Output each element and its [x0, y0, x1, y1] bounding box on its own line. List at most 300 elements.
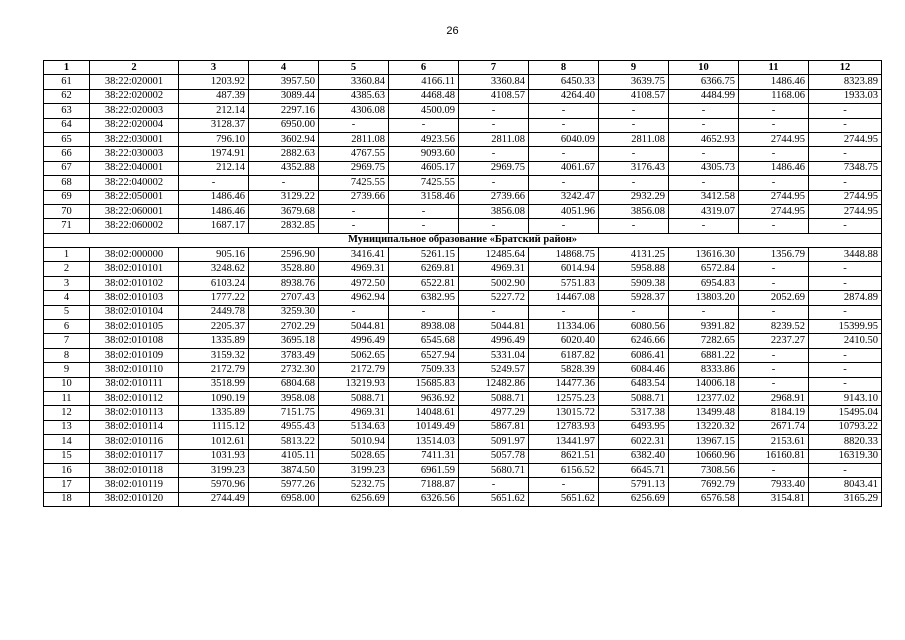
table-cell: 11334.06 — [529, 320, 599, 334]
table-cell: - — [389, 305, 459, 319]
table-cell: 5261.15 — [389, 248, 459, 262]
table-row — [44, 449, 882, 463]
table-row — [44, 435, 882, 449]
column-header: 9 — [599, 61, 669, 75]
table-cell: - — [459, 104, 529, 118]
table-cell: 2739.66 — [459, 190, 529, 204]
table-cell: 6954.83 — [669, 276, 739, 290]
table-cell: 38:22:030003 — [90, 147, 179, 161]
table-cell: 3158.46 — [389, 190, 459, 204]
table-cell: 5651.62 — [529, 492, 599, 506]
table-cell: 7 — [44, 334, 90, 348]
table-cell: - — [809, 377, 882, 391]
table-cell: 3602.94 — [249, 132, 319, 146]
table-cell: 4319.07 — [669, 204, 739, 218]
table-cell: - — [809, 219, 882, 233]
table-cell: 1168.06 — [739, 89, 809, 103]
table-cell: 5002.90 — [459, 276, 529, 290]
table-cell: 9 — [44, 363, 90, 377]
table-cell: - — [529, 147, 599, 161]
table-cell: 5680.71 — [459, 463, 529, 477]
table-cell: 4484.99 — [669, 89, 739, 103]
table-body — [44, 75, 882, 507]
table-cell: 8333.86 — [669, 363, 739, 377]
table-cell: 5928.37 — [599, 291, 669, 305]
table-cell: 4977.29 — [459, 406, 529, 420]
section-row — [44, 233, 882, 247]
table-cell: 38:02:010104 — [90, 305, 179, 319]
table-cell: 38:02:010113 — [90, 406, 179, 420]
table-cell: 796.10 — [179, 132, 249, 146]
table-cell: 7348.75 — [809, 161, 882, 175]
table-cell: 38:02:010111 — [90, 377, 179, 391]
table-cell: 3176.43 — [599, 161, 669, 175]
table-cell: 6103.24 — [179, 276, 249, 290]
table-cell: 7933.40 — [739, 478, 809, 492]
table-cell: 1486.46 — [739, 161, 809, 175]
table-cell: 38:22:020003 — [90, 104, 179, 118]
table-cell: 10793.22 — [809, 420, 882, 434]
table-cell: 5331.04 — [459, 348, 529, 362]
table-cell: 4652.93 — [669, 132, 739, 146]
table-cell: 2882.63 — [249, 147, 319, 161]
table-cell: 6572.84 — [669, 262, 739, 276]
table-cell: 8323.89 — [809, 75, 882, 89]
table-cell: 2811.08 — [599, 132, 669, 146]
table-cell: 3248.62 — [179, 262, 249, 276]
table-cell: 1486.46 — [179, 204, 249, 218]
table-cell: 3129.22 — [249, 190, 319, 204]
table-cell: 12783.93 — [529, 420, 599, 434]
table-cell: 212.14 — [179, 104, 249, 118]
table-cell: 38:02:010110 — [90, 363, 179, 377]
table-row — [44, 219, 882, 233]
table-cell: 3957.50 — [249, 75, 319, 89]
table-cell: - — [529, 104, 599, 118]
table-cell: - — [389, 204, 459, 218]
table-cell: 8184.19 — [739, 406, 809, 420]
table-cell: 4352.88 — [249, 161, 319, 175]
table-cell: - — [809, 463, 882, 477]
table-row — [44, 89, 882, 103]
table-cell: 4166.11 — [389, 75, 459, 89]
table-cell: 38:22:040002 — [90, 176, 179, 190]
table-cell: 6020.40 — [529, 334, 599, 348]
table-cell: 2 — [44, 262, 90, 276]
table-cell: 5088.71 — [319, 391, 389, 405]
table-cell: - — [669, 104, 739, 118]
table-cell: 38:02:010116 — [90, 435, 179, 449]
table-row — [44, 132, 882, 146]
table-cell: 62 — [44, 89, 90, 103]
table-cell: 16319.30 — [809, 449, 882, 463]
table-cell: 13967.15 — [669, 435, 739, 449]
table-cell: - — [529, 118, 599, 132]
table-cell: 5010.94 — [319, 435, 389, 449]
table-cell: 1335.89 — [179, 334, 249, 348]
table-row — [44, 176, 882, 190]
table-cell: 9391.82 — [669, 320, 739, 334]
table-cell: - — [739, 463, 809, 477]
table-cell: - — [809, 104, 882, 118]
table-cell: 8239.52 — [739, 320, 809, 334]
table-cell: - — [319, 219, 389, 233]
table-cell: 487.39 — [179, 89, 249, 103]
table-cell: 13441.97 — [529, 435, 599, 449]
table-header — [44, 61, 882, 75]
column-header: 10 — [669, 61, 739, 75]
table-cell: 6527.94 — [389, 348, 459, 362]
table-cell: 1974.91 — [179, 147, 249, 161]
table-cell: 2153.61 — [739, 435, 809, 449]
table-cell: 4969.31 — [319, 262, 389, 276]
table-row — [44, 276, 882, 290]
table-cell: 3874.50 — [249, 463, 319, 477]
table-cell: 38:02:010114 — [90, 420, 179, 434]
table-cell: 4969.31 — [319, 406, 389, 420]
table-cell: 3958.08 — [249, 391, 319, 405]
table-cell: 8938.08 — [389, 320, 459, 334]
table-cell: 5751.83 — [529, 276, 599, 290]
table-cell: 6246.66 — [599, 334, 669, 348]
table-cell: 3783.49 — [249, 348, 319, 362]
table-cell: 14006.18 — [669, 377, 739, 391]
table-cell: 3089.44 — [249, 89, 319, 103]
table-cell: 3679.68 — [249, 204, 319, 218]
table-cell: 6950.00 — [249, 118, 319, 132]
table-cell: - — [599, 176, 669, 190]
table-cell: 6545.68 — [389, 334, 459, 348]
table-cell: 6080.56 — [599, 320, 669, 334]
table-cell: 38:22:030001 — [90, 132, 179, 146]
table-cell: 18 — [44, 492, 90, 506]
table-cell: 2739.66 — [319, 190, 389, 204]
table-cell: 6014.94 — [529, 262, 599, 276]
table-cell: 9143.10 — [809, 391, 882, 405]
table-cell: - — [319, 118, 389, 132]
table-cell: 5 — [44, 305, 90, 319]
table-row — [44, 147, 882, 161]
table-cell: 4306.08 — [319, 104, 389, 118]
table-cell: 2874.89 — [809, 291, 882, 305]
table-cell: 5062.65 — [319, 348, 389, 362]
table-cell: 12485.64 — [459, 248, 529, 262]
table-cell: 5909.38 — [599, 276, 669, 290]
table-cell: 3360.84 — [319, 75, 389, 89]
table-cell: 38:22:020004 — [90, 118, 179, 132]
table-cell: 1486.46 — [739, 75, 809, 89]
table-cell: 38:02:010118 — [90, 463, 179, 477]
column-header: 4 — [249, 61, 319, 75]
table-cell: 10 — [44, 377, 90, 391]
table-cell: 13499.48 — [669, 406, 739, 420]
table-row — [44, 420, 882, 434]
table-cell: 2449.78 — [179, 305, 249, 319]
table-cell: 70 — [44, 204, 90, 218]
table-row — [44, 161, 882, 175]
data-table — [43, 60, 882, 507]
table-cell: 5088.71 — [459, 391, 529, 405]
table-cell: 2744.95 — [809, 204, 882, 218]
table-cell: 1933.03 — [809, 89, 882, 103]
table-cell: - — [599, 219, 669, 233]
table-cell: 4264.40 — [529, 89, 599, 103]
table-cell: 1031.93 — [179, 449, 249, 463]
table-cell: 5249.57 — [459, 363, 529, 377]
table-cell: - — [809, 262, 882, 276]
table-cell: 2744.95 — [809, 190, 882, 204]
table-cell: 2410.50 — [809, 334, 882, 348]
table-cell: 6269.81 — [389, 262, 459, 276]
table-cell: 5317.38 — [599, 406, 669, 420]
table-cell: 4767.55 — [319, 147, 389, 161]
table-cell: 14477.36 — [529, 377, 599, 391]
table-cell: 6187.82 — [529, 348, 599, 362]
column-header: 8 — [529, 61, 599, 75]
table-cell: - — [739, 276, 809, 290]
table-cell: 6450.33 — [529, 75, 599, 89]
table-cell: 38:22:020001 — [90, 75, 179, 89]
table-row — [44, 492, 882, 506]
table-cell: 6958.00 — [249, 492, 319, 506]
table-cell: 6086.41 — [599, 348, 669, 362]
table-cell: 3128.37 — [179, 118, 249, 132]
table-cell: 2707.43 — [249, 291, 319, 305]
table-cell: 5091.97 — [459, 435, 529, 449]
table-cell: - — [179, 176, 249, 190]
table-cell: 4972.50 — [319, 276, 389, 290]
table-cell: 7151.75 — [249, 406, 319, 420]
table-cell: 6804.68 — [249, 377, 319, 391]
table-cell: 13803.20 — [669, 291, 739, 305]
table-cell: 5651.62 — [459, 492, 529, 506]
column-header: 2 — [90, 61, 179, 75]
table-cell: 61 — [44, 75, 90, 89]
table-cell: 2052.69 — [739, 291, 809, 305]
table-cell: 38:22:040001 — [90, 161, 179, 175]
table-cell: 5791.13 — [599, 478, 669, 492]
table-cell: 4955.43 — [249, 420, 319, 434]
table-cell: 13514.03 — [389, 435, 459, 449]
table-cell: 6483.54 — [599, 377, 669, 391]
table-cell: - — [459, 147, 529, 161]
table-row — [44, 348, 882, 362]
table-cell: 5958.88 — [599, 262, 669, 276]
table-cell: 4605.17 — [389, 161, 459, 175]
table-cell: 2832.85 — [249, 219, 319, 233]
table-cell: 67 — [44, 161, 90, 175]
table-cell: 1090.19 — [179, 391, 249, 405]
table-cell: 6961.59 — [389, 463, 459, 477]
table-cell: 3518.99 — [179, 377, 249, 391]
table-row — [44, 391, 882, 405]
table-cell: 5044.81 — [319, 320, 389, 334]
table-cell: 212.14 — [179, 161, 249, 175]
table-cell: 2744.95 — [739, 190, 809, 204]
table-cell: - — [599, 147, 669, 161]
table-cell: 2969.75 — [319, 161, 389, 175]
table-row — [44, 478, 882, 492]
table-cell: 2237.27 — [739, 334, 809, 348]
table-cell: 6084.46 — [599, 363, 669, 377]
table-cell: 6382.95 — [389, 291, 459, 305]
table-row — [44, 204, 882, 218]
table-cell: - — [739, 348, 809, 362]
table-cell: - — [739, 377, 809, 391]
table-cell: - — [319, 305, 389, 319]
table-cell: 2744.95 — [739, 204, 809, 218]
table-cell: - — [739, 176, 809, 190]
table-cell: 1012.61 — [179, 435, 249, 449]
table-cell: - — [599, 305, 669, 319]
table-cell: 1203.92 — [179, 75, 249, 89]
table-cell: 6576.58 — [669, 492, 739, 506]
table-cell: - — [739, 219, 809, 233]
table-cell: - — [739, 104, 809, 118]
table-cell: 2732.30 — [249, 363, 319, 377]
table-cell: 2968.91 — [739, 391, 809, 405]
table-cell: 3154.81 — [739, 492, 809, 506]
table-cell: 2811.08 — [459, 132, 529, 146]
table-cell: - — [669, 147, 739, 161]
table-row — [44, 463, 882, 477]
table-cell: 3416.41 — [319, 248, 389, 262]
table-cell: 9636.92 — [389, 391, 459, 405]
table-cell: 14467.08 — [529, 291, 599, 305]
table-cell: 6022.31 — [599, 435, 669, 449]
table-cell: 6382.40 — [599, 449, 669, 463]
table-cell: 38:02:010108 — [90, 334, 179, 348]
table-cell: 14048.61 — [389, 406, 459, 420]
table-cell: 63 — [44, 104, 90, 118]
table-cell: 5227.72 — [459, 291, 529, 305]
table-cell: - — [809, 147, 882, 161]
table-cell: 38:22:060001 — [90, 204, 179, 218]
table-cell: 8 — [44, 348, 90, 362]
table-cell: 3856.08 — [599, 204, 669, 218]
table-cell: 1335.89 — [179, 406, 249, 420]
table-cell: - — [459, 176, 529, 190]
table-cell: 3 — [44, 276, 90, 290]
table-cell: 3639.75 — [599, 75, 669, 89]
table-cell: 2297.16 — [249, 104, 319, 118]
table-cell: 38:02:010105 — [90, 320, 179, 334]
table-cell: 11 — [44, 391, 90, 405]
table-cell: - — [529, 219, 599, 233]
table-cell: 3360.84 — [459, 75, 529, 89]
table-cell: 13616.30 — [669, 248, 739, 262]
table-row — [44, 363, 882, 377]
table-cell: 7308.56 — [669, 463, 739, 477]
table-cell: 3412.58 — [669, 190, 739, 204]
table-cell: 1486.46 — [179, 190, 249, 204]
table-cell: - — [529, 478, 599, 492]
table-cell: - — [739, 147, 809, 161]
table-cell: 5970.96 — [179, 478, 249, 492]
table-cell: - — [389, 219, 459, 233]
table-cell: 38:02:010101 — [90, 262, 179, 276]
table-row — [44, 262, 882, 276]
table-cell: 38:02:010102 — [90, 276, 179, 290]
table-cell: 4500.09 — [389, 104, 459, 118]
table-cell: 7188.87 — [389, 478, 459, 492]
table-cell: 4061.67 — [529, 161, 599, 175]
table-cell: 1356.79 — [739, 248, 809, 262]
table-row — [44, 248, 882, 262]
table-cell: 66 — [44, 147, 90, 161]
table-cell: 6881.22 — [669, 348, 739, 362]
table-cell: 5232.75 — [319, 478, 389, 492]
table-cell: 64 — [44, 118, 90, 132]
table-cell: 7425.55 — [319, 176, 389, 190]
table-cell: 38:22:020002 — [90, 89, 179, 103]
table-cell: 71 — [44, 219, 90, 233]
table-cell: 4131.25 — [599, 248, 669, 262]
table-cell: 6040.09 — [529, 132, 599, 146]
table-cell: 8043.41 — [809, 478, 882, 492]
table-row — [44, 406, 882, 420]
section-title: Муниципальное образование «Братский район» — [44, 233, 882, 247]
table-cell: 4969.31 — [459, 262, 529, 276]
table-cell: - — [669, 176, 739, 190]
table-cell: 2932.29 — [599, 190, 669, 204]
table-cell: 5867.81 — [459, 420, 529, 434]
table-cell: 4 — [44, 291, 90, 305]
table-cell: 12575.23 — [529, 391, 599, 405]
table-cell: 38:02:000000 — [90, 248, 179, 262]
table-cell: 5813.22 — [249, 435, 319, 449]
table-cell: 16 — [44, 463, 90, 477]
table-cell: 3259.30 — [249, 305, 319, 319]
table-cell: 4996.49 — [459, 334, 529, 348]
table-cell: 6522.81 — [389, 276, 459, 290]
table-cell: - — [599, 104, 669, 118]
table-cell: 16160.81 — [739, 449, 809, 463]
table-cell: - — [809, 276, 882, 290]
table-cell: 4385.63 — [319, 89, 389, 103]
table-cell: 2172.79 — [319, 363, 389, 377]
table-cell: 2172.79 — [179, 363, 249, 377]
table-cell: 6256.69 — [319, 492, 389, 506]
table-cell: - — [669, 219, 739, 233]
table-cell: 13015.72 — [529, 406, 599, 420]
table-cell: 38:02:010112 — [90, 391, 179, 405]
table-cell: 3199.23 — [319, 463, 389, 477]
table-cell: 1687.17 — [179, 219, 249, 233]
table-row — [44, 104, 882, 118]
table-cell: - — [319, 204, 389, 218]
table-cell: 13220.32 — [669, 420, 739, 434]
column-header: 1 — [44, 61, 90, 75]
table-cell: 6326.56 — [389, 492, 459, 506]
table-cell: 5057.78 — [459, 449, 529, 463]
table-cell: - — [669, 305, 739, 319]
table-row — [44, 190, 882, 204]
table-cell: 2744.95 — [739, 132, 809, 146]
table-cell: 8938.76 — [249, 276, 319, 290]
table-cell: 3242.47 — [529, 190, 599, 204]
table-cell: 2969.75 — [459, 161, 529, 175]
table-cell: 2744.95 — [809, 132, 882, 146]
table-cell: 2596.90 — [249, 248, 319, 262]
table-cell: 1 — [44, 248, 90, 262]
table-cell: 3528.80 — [249, 262, 319, 276]
table-cell: - — [529, 176, 599, 190]
table-cell: 5044.81 — [459, 320, 529, 334]
table-cell: - — [739, 363, 809, 377]
table-cell: 38:02:010103 — [90, 291, 179, 305]
table-cell: - — [529, 305, 599, 319]
